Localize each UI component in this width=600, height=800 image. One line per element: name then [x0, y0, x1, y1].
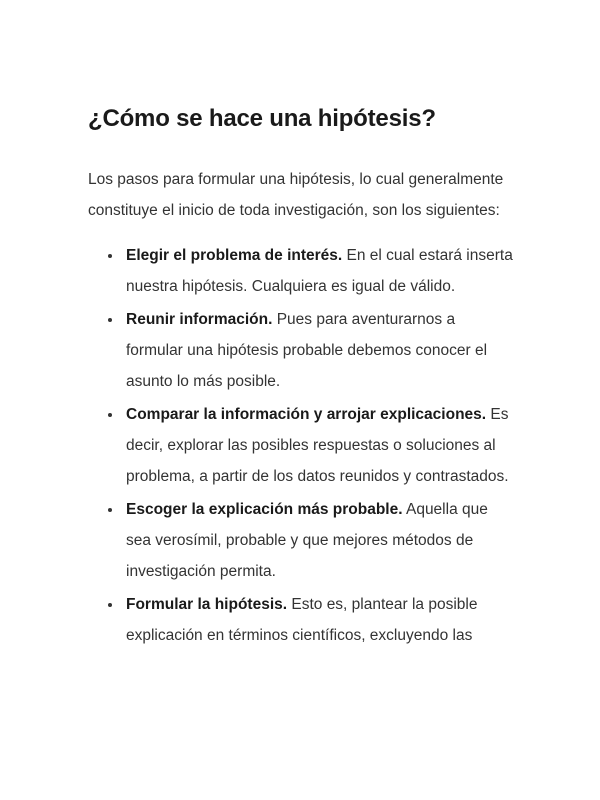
step-rest: Pues para aventurarnos a formular una hipótesis probable debemos conocer el asunto lo más posible.: [126, 311, 488, 390]
intro-paragraph: Los pasos para formular una hipótesis, lo cual generalmente constituye el inicio de toda investigación, son los siguientes:: [88, 171, 504, 219]
step-rest: Es decir, explorar las posibles respuestas o soluciones al problema, a partir de los datos reunidos y contrastados.: [126, 406, 509, 485]
step-lead: Comparar la información y arrojar explicaciones.: [126, 406, 487, 423]
list-item: [88, 240, 513, 302]
step-rest: Esto es, plantear la posible explicación en términos científicos, excluyendo las: [126, 596, 478, 644]
list-item: [88, 589, 513, 651]
bullet-icon: [108, 254, 112, 258]
page-title: ¿Cómo se hace una hipótesis?: [88, 105, 436, 132]
step-rest: En el cual estará inserta nuestra hipótesis. Cualquiera es igual de válido.: [126, 247, 513, 295]
bullet-icon: [108, 508, 112, 512]
bullet-icon: [108, 603, 112, 607]
step-lead: Elegir el problema de interés.: [126, 247, 343, 264]
step-lead: Reunir información.: [126, 311, 273, 328]
list-item: [88, 399, 513, 492]
steps-list: [88, 226, 513, 651]
list-item: [88, 494, 513, 587]
bullet-icon: [108, 318, 112, 322]
list-item: [88, 304, 513, 397]
article-content: [88, 0, 513, 651]
step-rest: Aquella que sea verosímil, probable y que mejores métodos de investigación permita.: [126, 501, 488, 580]
bullet-icon: [108, 413, 112, 417]
step-lead: Escoger la explicación más probable.: [126, 501, 403, 518]
step-lead: Formular la hipótesis.: [126, 596, 288, 613]
